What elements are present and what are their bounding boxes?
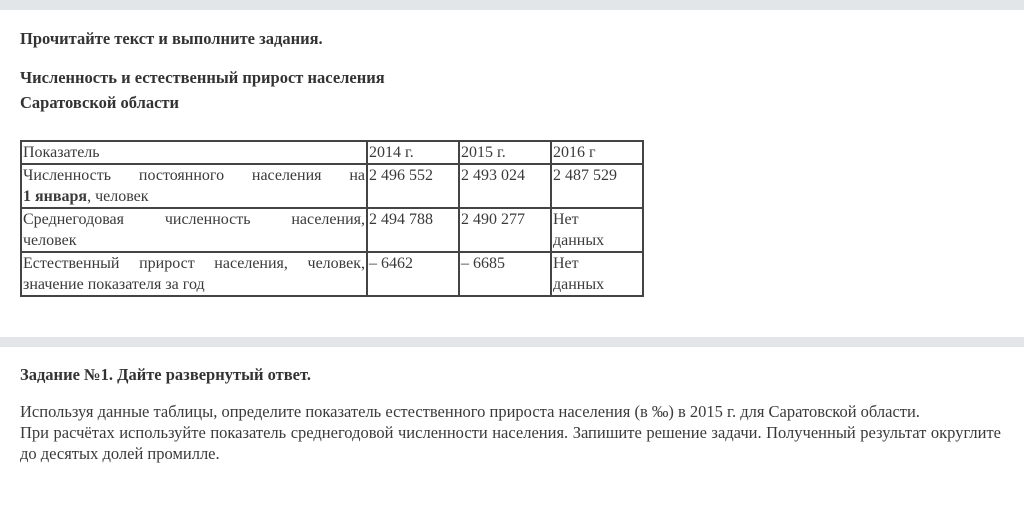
cell-value	[551, 208, 643, 252]
row-label-population	[21, 164, 367, 208]
table-title	[20, 65, 1001, 115]
table-row	[21, 208, 643, 252]
table-header-row	[21, 141, 643, 164]
cell-value: 2 494 788	[367, 208, 459, 252]
cell-value-line: Нет	[553, 211, 579, 228]
row-label-line: Численность постоянного населения на	[23, 167, 365, 184]
cell-value-line: Нет	[553, 255, 579, 272]
row-label-line	[23, 186, 365, 207]
header-2014: 2014 г.	[367, 141, 459, 164]
row-label-line: значение показателя за год	[23, 276, 205, 293]
cell-value	[551, 252, 643, 296]
cell-value: 2 493 024	[459, 164, 551, 208]
cell-value: – 6462	[367, 252, 459, 296]
row-label-line: Естественный прирост населения, человек,	[23, 255, 365, 272]
table-row	[21, 252, 643, 296]
table-title-line-1: Численность и естественный прирост населения	[20, 68, 385, 87]
task-paragraph: Используя данные таблицы, определите показатель естественного прироста населения (в ‰) в 2015 г. для Саратовской области.	[20, 402, 920, 421]
row-label-average-population	[21, 208, 367, 252]
task-title: Задание №1. Дайте развернутый ответ.	[20, 365, 311, 384]
cell-value: – 6685	[459, 252, 551, 296]
table-title-line-2: Саратовской области	[20, 93, 180, 112]
cell-value: 2 490 277	[459, 208, 551, 252]
header-indicator: Показатель	[21, 141, 367, 164]
header-2015: 2015 г.	[459, 141, 551, 164]
middle-divider-band	[0, 337, 1024, 347]
header-2016: 2016 г	[551, 141, 643, 164]
cell-value-line: данных	[553, 276, 605, 293]
population-table	[20, 140, 644, 297]
cell-value: 2 496 552	[367, 164, 459, 208]
cell-value-line: данных	[553, 232, 605, 249]
task-paragraph: При расчётах используйте показатель среднегодовой численности населения. Запишите решение задачи. Полученный результат округлите до десятых долей промилле.	[20, 423, 1001, 463]
table-row	[21, 164, 643, 208]
task-text	[20, 401, 1001, 464]
cell-value: 2 487 529	[551, 164, 643, 208]
row-label-bold: 1 января	[23, 188, 88, 205]
instruction-text: Прочитайте текст и выполните задания.	[20, 29, 323, 48]
row-label-natural-increase	[21, 252, 367, 296]
top-divider-band	[0, 0, 1024, 10]
row-label-line: Среднегодовая численность населения,	[23, 211, 365, 228]
row-label-line: человек	[23, 232, 77, 249]
row-label-rest: , человек	[87, 188, 149, 205]
